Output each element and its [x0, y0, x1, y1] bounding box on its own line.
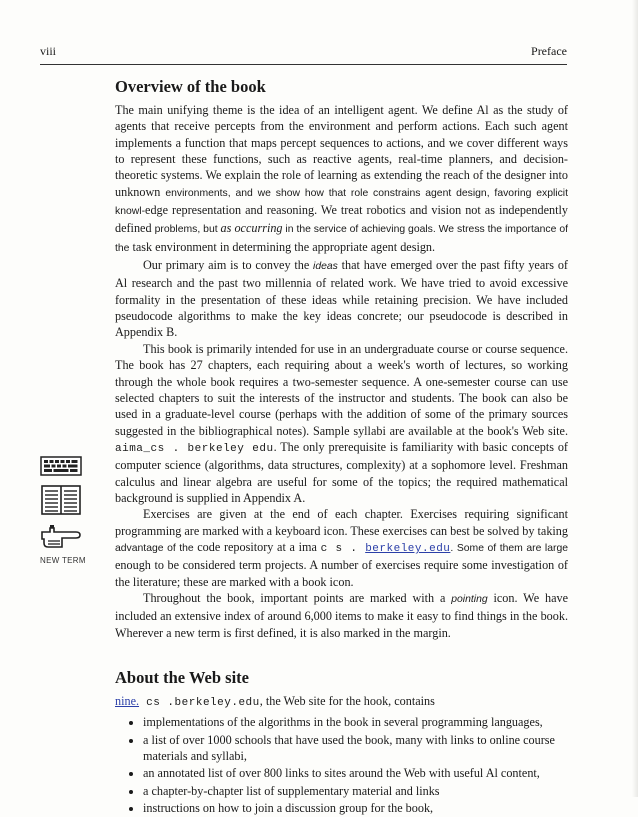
pointing-hand-icon: [40, 523, 82, 551]
main-text-column: [115, 76, 568, 817]
website-contents-list: [115, 714, 568, 816]
list-item: • a chapter-by-chapter list of supplementary material and links: [143, 783, 568, 799]
running-title: Preface: [531, 44, 567, 58]
overview-paragraph-3: This book is primarily intended for use in an undergraduate course or course sequence. The book has 27 chapters, each requiring about a week's worth of lectures, so working through the whole book requires a two-semester sequence. A one-semester course can use selected chapters to suit the interests of the instructor and students. The book can also be used in a graduate-level course (perhaps with the addition of some of the primary sources suggested in the bibliographical notes). Sample syllabi are available at the book's Web site. aima_cs . berkeley edu. The only prerequisite is familiarity with basic concepts of computer science (algorithms, data structures, complexity) at a sophomore level. Freshman calculus and linear algebra are useful for some of the topics; the required mathematical background is supplied in Appendix A.: [115, 341, 568, 505]
list-item: • an annotated list of over 800 links to sites around the Web with useful Al content,: [143, 765, 568, 781]
code-repository-link[interactable]: berkeley.edu: [365, 542, 451, 555]
book-icon: [40, 484, 82, 516]
overview-paragraph-5: Throughout the book, important points are marked with a pointing icon. We have included an extensive index of around 6,000 items to make it easy to find things in the book. Wherever a new term is first defined, it is also marked in the margin.: [115, 590, 568, 640]
list-item: • implementations of the algorithms in the book in several programming languages,: [143, 714, 568, 730]
section-heading-website: About the Web site: [115, 668, 249, 687]
overview-paragraph-1: The main unifying theme is the idea of an intelligent agent. We define Al as the study of agents that receive percepts from the environment and perform actions. Each such agent implements a function that maps percept sequences to actions, and we cover different ways to represent these functions, such as reactive agents, real-time planners, and decision-theoretic systems. We explain the role of learning as extending the reach of the designer into unknown environments, and we show how that role constrains agent design, favoring explicit knowl-edge representation and reasoning. We treat robotics and vision not as independently defined problems, but as occurring in the service of achieving goals. We stress the importance of the task environment in determining the appropriate agent design.: [115, 103, 568, 254]
list-item: • a list of over 1000 schools that have used the book, many with links to online course materials and syllabi,: [143, 732, 568, 765]
header-rule: [40, 64, 567, 65]
page-edge-shadow: [632, 0, 638, 797]
emphasis-ideas: ideas: [313, 261, 338, 273]
website-intro: nine. cs .berkeley.edu, the Web site for the hook, contains: [115, 694, 435, 709]
section-heading-overview: Overview of the book: [115, 77, 266, 96]
website-url-text: aima_cs . berkeley edu: [115, 442, 274, 455]
page-number: viii: [40, 44, 57, 58]
list-item: • instructions on how to join a discussion group for the book,: [143, 800, 568, 816]
overview-paragraph-4: Exercises are given at the end of each chapter. Exercises requiring significant programming are marked with a keyboard icon. These exercises can best be solved by taking advantage of the code repository at a ima c s . berkeley.edu. Some of them are large enough to be considered term projects. A number of exercises require some investigation of the literature; these are marked with a book icon.: [115, 507, 568, 589]
new-term-margin-label: NEW TERM: [40, 556, 86, 565]
keyboard-icon: [40, 454, 82, 478]
website-link[interactable]: nine.: [115, 694, 140, 708]
emphasis-pointing: pointing: [451, 593, 488, 605]
overview-paragraph-2: Our primary aim is to convey the ideas that have emerged over the past fifty years of Al research and the past two millennia of related work. We have tried to avoid excessive formality in the presentation of these ideas while retaining precision. We have included pseudocode algorithms to make the key ideas concrete; our pseudocode is described in Appendix B.: [115, 258, 568, 340]
running-header: [40, 44, 567, 62]
